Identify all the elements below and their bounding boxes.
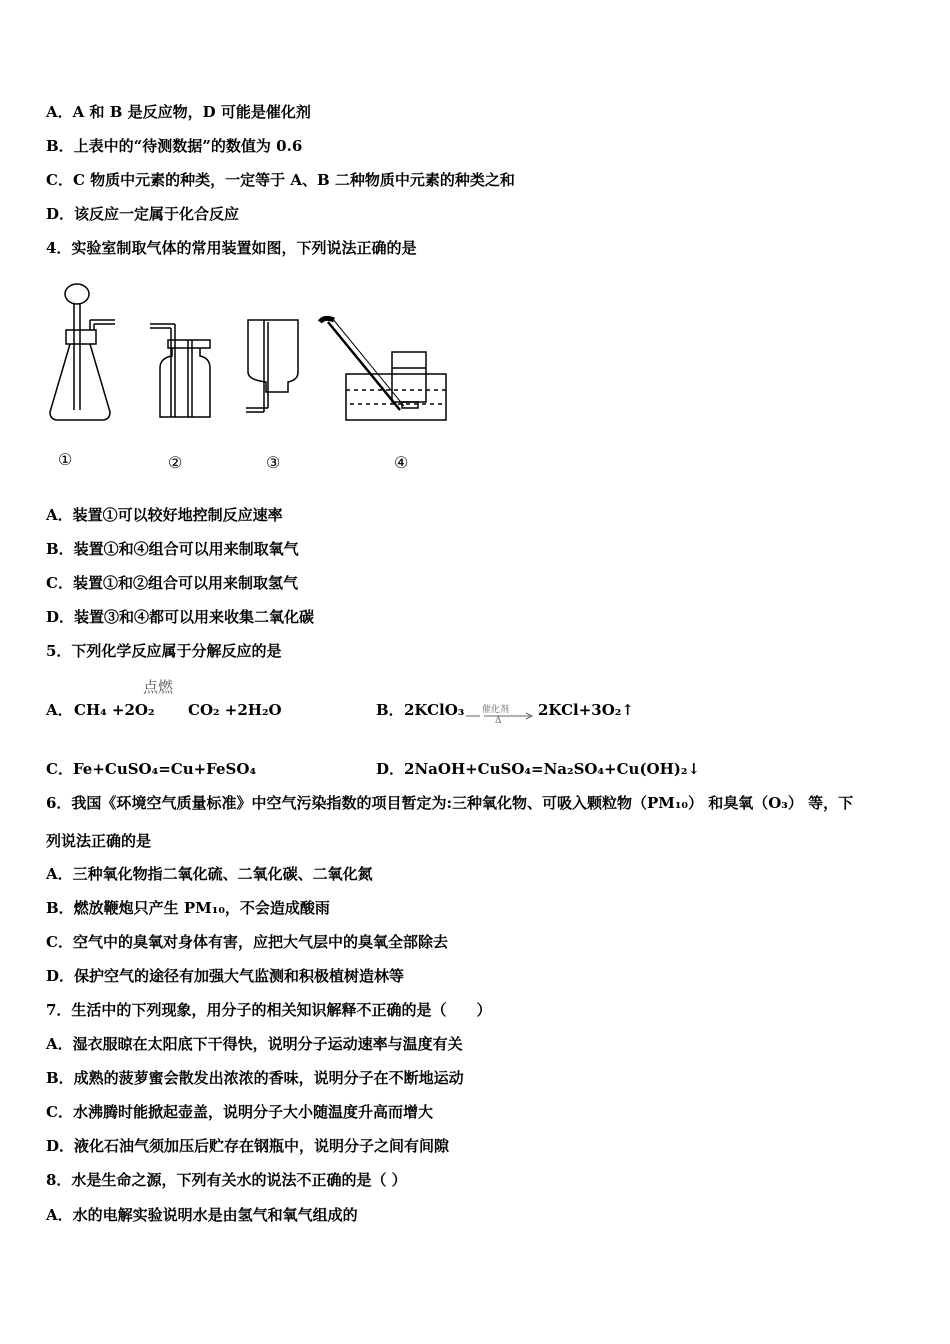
- apparatus-1-flask: [50, 284, 115, 420]
- apparatus-4-water-trough: [320, 318, 446, 420]
- q5-a-label: A．: [46, 701, 73, 719]
- q4-option-a: A．装置①可以较好地控制反应速率: [46, 506, 283, 524]
- q6-option-d: D．保护空气的途径有加强大气监测和积极植树造林等: [46, 967, 405, 985]
- q3-option-c: C．C 物质中元素的种类，一定等于 A、B 二种物质中元素的种类之和: [46, 171, 515, 189]
- q6-option-a: A．三种氧化物指二氧化硫、二氧化碳、二氧化氮: [46, 865, 373, 883]
- apparatus-2-bottle: [150, 324, 210, 417]
- q5-a-condition: 点燃: [143, 678, 174, 696]
- q8-stem: 8．水是生命之源，下列有关水的说法不正确的是（ ）: [46, 1171, 407, 1189]
- apparatus-3-inverted-bottle: [246, 320, 298, 412]
- q7-option-d: D．液化石油气须加压后贮存在钢瓶中，说明分子之间有间隙: [46, 1137, 450, 1155]
- q4-option-d: D．装置③和④都可以用来收集二氧化碳: [46, 608, 315, 626]
- q5-a-products: CO₂ +2H₂O: [188, 701, 282, 719]
- q7-option-c: C．水沸腾时能掀起壶盖，说明分子大小随温度升高而增大: [46, 1103, 433, 1121]
- figure-label-3: ③: [266, 453, 281, 472]
- q7-option-b: B．成熟的菠萝蜜会散发出浓浓的香味，说明分子在不断地运动: [46, 1069, 464, 1087]
- q4-option-c: C．装置①和②组合可以用来制取氢气: [46, 574, 298, 592]
- q5-b-heat: Δ: [495, 716, 502, 726]
- figure-label-1: ①: [58, 450, 73, 469]
- q5-b-products: 2KCl+3O₂↑: [538, 701, 634, 719]
- q6-stem-line1: 6．我国《环境空气质量标准》中空气污染指数的项目暂定为:三种氧化物、可吸入颗粒物（PM₁₀） 和臭氧（O₃） 等，下: [46, 794, 854, 812]
- q4-option-b: B．装置①和④组合可以用来制取氧气: [46, 540, 299, 558]
- q6-option-b: B．燃放鞭炮只产生 PM₁₀，不会造成酸雨: [46, 899, 330, 917]
- apparatus-figure: [40, 272, 460, 472]
- q5-b-reactants: 2KClO₃: [404, 701, 465, 719]
- apparatus-drawing: [40, 272, 460, 442]
- q5-option-c: C．Fe+CuSO₄=Cu+FeSO₄: [46, 760, 257, 778]
- q5-option-d: D．2NaOH+CuSO₄=Na₂SO₄+Cu(OH)₂↓: [376, 760, 701, 778]
- q6-stem-line2: 列说法正确的是: [46, 832, 152, 850]
- q8-option-a: A．水的电解实验说明水是由氢气和氧气组成的: [46, 1206, 358, 1224]
- q3-option-b: B．上表中的“待测数据”的数值为 0.6: [46, 137, 303, 155]
- figure-label-4: ④: [394, 453, 409, 472]
- q3-option-a: A．A 和 B 是反应物，D 可能是催化剂: [46, 103, 311, 121]
- q7-option-a: A．湿衣服晾在太阳底下干得快，说明分子运动速率与温度有关: [46, 1035, 463, 1053]
- q6-option-c: C．空气中的臭氧对身体有害，应把大气层中的臭氧全部除去: [46, 933, 448, 951]
- q7-stem: 7．生活中的下列现象，用分子的相关知识解释不正确的是（ ）: [46, 1001, 492, 1019]
- q5-stem: 5．下列化学反应属于分解反应的是: [46, 642, 282, 660]
- q5-b-catalyst: 催化剂: [482, 705, 510, 715]
- q5-a-reactants: CH₄ +2O₂: [74, 701, 155, 719]
- q4-stem: 4．实验室制取气体的常用装置如图，下列说法正确的是: [46, 239, 417, 257]
- q3-option-d: D．该反应一定属于化合反应: [46, 205, 240, 223]
- figure-label-2: ②: [168, 453, 183, 472]
- q5-b-label: B．: [376, 701, 404, 719]
